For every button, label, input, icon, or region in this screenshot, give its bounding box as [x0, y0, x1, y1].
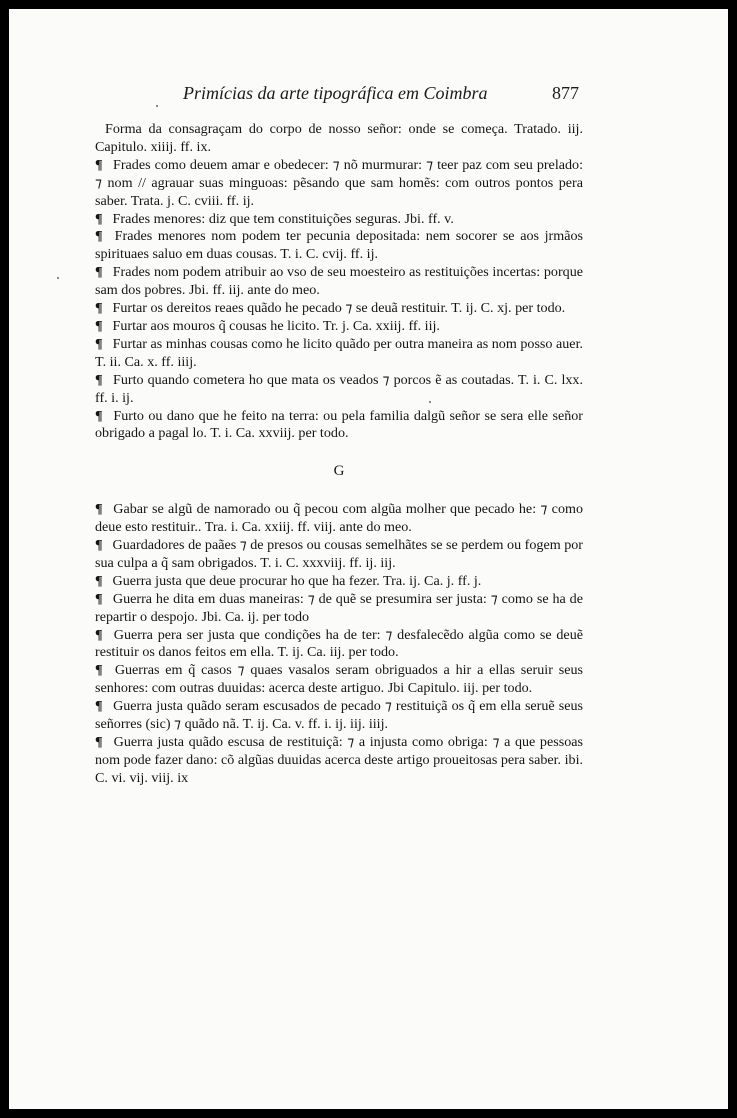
running-head-title: Primícias da arte tipográfica em Coimbra — [183, 83, 488, 103]
paragraph-mark: ¶ — [95, 572, 103, 589]
index-entry-text: Frades nom podem atribuir ao vso de seu moesteiro as restituições incertas: porque sam dos pobres. Jbi. ff. iij. ante do meo. — [95, 264, 583, 299]
index-entry-text: Furtar as minhas cousas como he licito quãdo per outra maneira as nom posso auer. T. ii. Ca. x. ff. iiij. — [95, 335, 584, 370]
index-entry — [95, 573, 583, 591]
paragraph-mark: ¶ — [95, 210, 103, 227]
book-page — [9, 9, 728, 1109]
paragraph-mark: ¶ — [95, 371, 103, 388]
index-entry — [95, 300, 583, 318]
running-head — [105, 83, 579, 107]
index-text — [95, 121, 583, 788]
paragraph-mark: ¶ — [95, 698, 103, 715]
index-entry — [95, 698, 583, 734]
paragraph-mark: ¶ — [95, 537, 103, 554]
index-section-f — [95, 157, 583, 444]
index-entry — [95, 211, 583, 229]
paragraph-mark: ¶ — [95, 626, 103, 643]
index-entry — [95, 734, 583, 788]
index-entry-text: Guerra justa que deue procurar ho que ha fezer. Tra. ij. Ca. j. ff. j. — [112, 572, 482, 589]
paragraph-mark: ¶ — [95, 317, 103, 334]
print-speck — [57, 277, 59, 279]
index-entry-text: Guerra he dita em duas maneiras: ⁊ de quẽ se presumira ser justa: ⁊ como se ha de repartir o despojo. Jbi. Ca. ij. per todo — [95, 590, 583, 625]
index-entry-text: Furto quando cometera ho que mata os veados ⁊ porcos ẽ as coutadas. T. i. C. lxx. ff. i. ij. — [95, 371, 583, 406]
index-entry — [95, 372, 583, 408]
index-entry-text: Guardadores de paães ⁊ de presos ou cousas semelhãtes se se perdem ou fogem por sua culpa a q̃ sam obrigados. T. i. C. xxxviij. ff. ij. iij. — [95, 537, 583, 571]
index-entry-text: Frades como deuem amar e obedecer: ⁊ nõ murmurar: ⁊ teer paz com seu prelado: ⁊ nom // agrauar suas minguoas: pẽsando que sam homẽs: com outros pontos pera saber. Trata. j. C. cviii. ff. ij. — [95, 156, 583, 209]
paragraph-mark: ¶ — [95, 335, 103, 352]
index-entry-text: Guerra pera ser justa que condições ha de ter: ⁊ desfalecẽdo algũa como se deuẽ restituir os danos feitos em ella. T. ij. Ca. iij. per todo. — [95, 626, 583, 661]
index-entry-text: Furtar aos mouros q̃ cousas he licito. Tr. j. Ca. xxiij. ff. iij. — [112, 317, 440, 334]
page-number: 877 — [552, 83, 579, 103]
paragraph-mark: ¶ — [95, 300, 103, 317]
paragraph-mark: ¶ — [95, 407, 103, 424]
index-entry — [95, 264, 583, 300]
index-entry — [95, 318, 583, 336]
index-entry — [95, 591, 583, 627]
paragraph-mark: ¶ — [95, 501, 103, 518]
index-entry — [95, 662, 583, 698]
index-entry-text: Frades menores nom podem ter pecunia depositada: nem socorer se aos jrmãos spirituaes saluo em duas cousas. T. i. C. cvij. ff. ij. — [95, 228, 583, 263]
paragraph-mark: ¶ — [95, 264, 103, 281]
index-section-g — [95, 501, 583, 788]
index-entry-text: Furtar os dereitos reaes quãdo he pecado ⁊ se deuã restituir. T. ij. C. xj. per todo. — [112, 300, 566, 317]
paragraph-mark: ¶ — [95, 734, 103, 750]
index-entry-text: Frades menores: diz que tem constituições seguras. Jbi. ff. v. — [112, 210, 454, 227]
index-entry-text: Guerra justa quãdo escusa de restituiçã: ⁊ a injusta como obriga: ⁊ a que pessoas nom pode fazer dano: cõ algũas duuidas acerca deste artigo proueitosas pera saber. ibi. C. vi. vij. viij. ix — [95, 734, 584, 786]
print-speck — [429, 401, 431, 403]
index-entry — [95, 157, 583, 211]
paragraph-mark: ¶ — [95, 662, 103, 679]
paragraph-mark: ¶ — [95, 590, 103, 607]
index-entry-text: Guerras em q̃ casos ⁊ quaes vasalos seram obriguados a hir a ellas seruir seus senhores: com outras duuidas: acerca deste artiguo. Jbi Capitulo. iij. per todo. — [95, 662, 583, 697]
index-entry-intro: Forma da consagraçam do corpo de nosso señor: onde se começa. Tratado. iij. Capitulo. xiiij. ff. ix. — [95, 121, 583, 155]
paragraph-mark: ¶ — [95, 228, 103, 245]
index-entry — [95, 228, 583, 264]
index-entry — [95, 336, 583, 372]
index-entry — [95, 408, 583, 444]
index-entry — [95, 501, 583, 537]
index-entry — [95, 627, 583, 663]
index-entry-text: Guerra justa quãdo seram escusados de pecado ⁊ restituiçã os q̃ em ella seruẽ seus señorres (sic) ⁊ quãdo nã. T. ij. Ca. v. ff. i. ij. iij. iiij. — [95, 698, 583, 733]
index-entry-text: Gabar se algũ de namorado ou q̃ pecou com algũa molher que pecado he: ⁊ como deue esto restituir.. Tra. i. Ca. xxiij. ff. viij. ante do meo. — [95, 501, 583, 536]
print-speck — [156, 105, 158, 107]
paragraph-mark: ¶ — [95, 156, 103, 173]
index-entry — [95, 537, 583, 573]
section-letter-g: G — [333, 463, 345, 480]
index-entry-text: Furto ou dano que he feito na terra: ou pela familia dalgũ señor se sera elle señor obrigado a pagal lo. T. i. Ca. xxviij. per todo. — [95, 407, 583, 442]
